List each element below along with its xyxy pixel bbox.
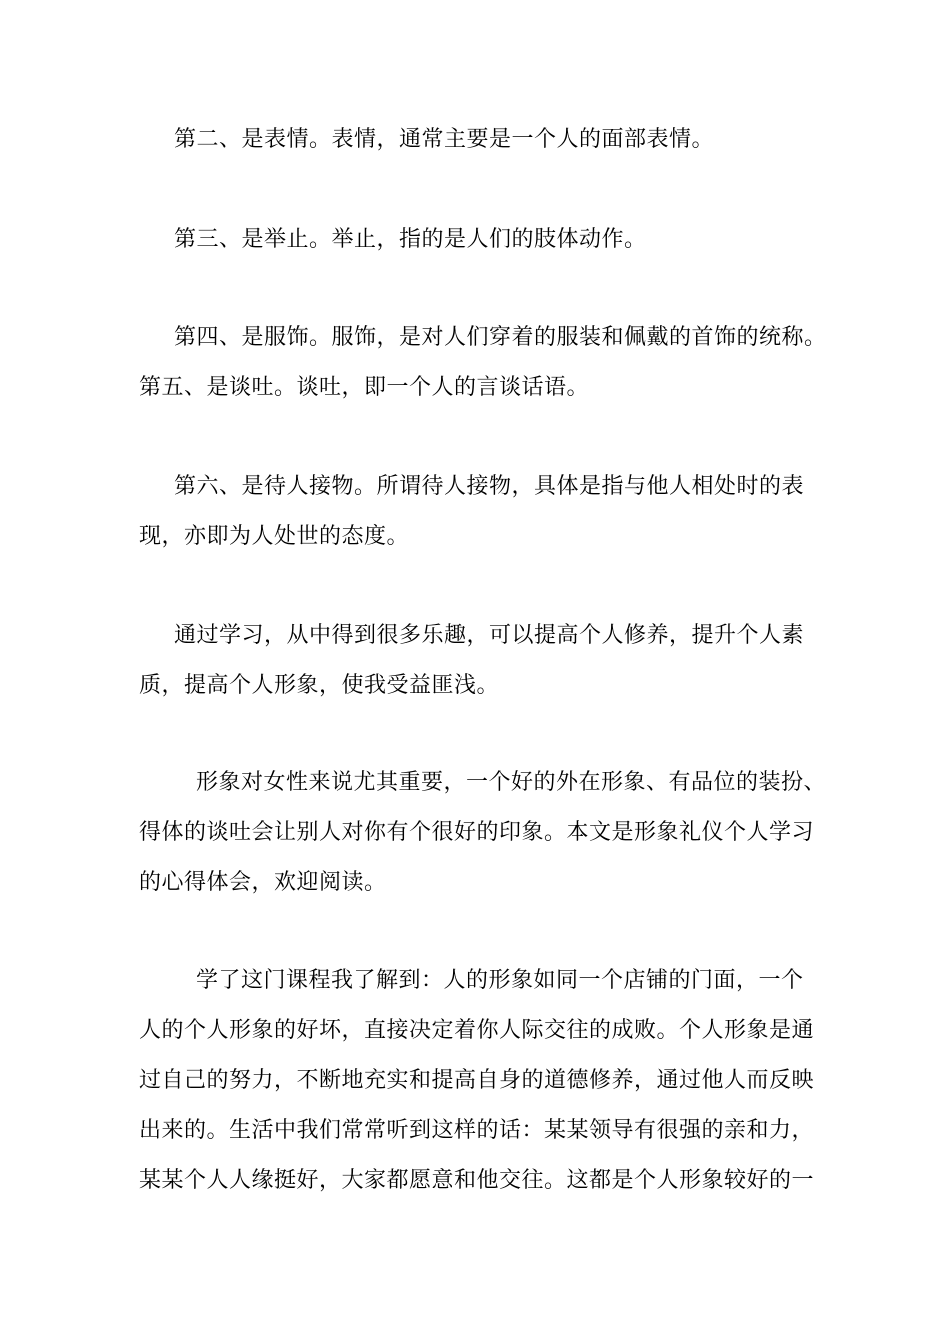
text-line: 过自己的努力，不断地充实和提高自身的道德修养，通过他人而反映 — [139, 1068, 815, 1093]
text-line: 的心得体会，欢迎阅读。 — [139, 870, 387, 895]
text-line: 通过学习，从中得到很多乐趣，可以提高个人修养，提升个人素 — [174, 623, 805, 648]
text-line: 第五、是谈吐。谈吐，即一个人的言谈话语。 — [139, 375, 590, 400]
text-line: 学了这门课程我了解到：人的形象如同一个店铺的门面，一个 — [196, 968, 804, 993]
text-line: 人的个人形象的好坏，直接决定着你人际交往的成败。个人形象是通 — [139, 1018, 815, 1043]
text-line: 现，亦即为人处世的态度。 — [139, 524, 410, 549]
text-line: 第六、是待人接物。所谓待人接物，具体是指与他人相处时的表 — [174, 474, 805, 499]
text-line: 某某个人人缘挺好，大家都愿意和他交往。这都是个人形象较好的一 — [139, 1168, 815, 1193]
text-line: 第二、是表情。表情，通常主要是一个人的面部表情。 — [174, 127, 715, 152]
text-line: 质，提高个人形象，使我受益匪浅。 — [139, 673, 500, 698]
text-line: 形象对女性来说尤其重要，一个好的外在形象、有品位的装扮、 — [196, 770, 827, 795]
text-line: 得体的谈吐会让别人对你有个很好的印象。本文是形象礼仪个人学习 — [139, 820, 815, 845]
text-line: 第四、是服饰。服饰，是对人们穿着的服装和佩戴的首饰的统称。 — [174, 325, 827, 350]
text-line: 出来的。生活中我们常常听到这样的话：某某领导有很强的亲和力， — [139, 1118, 815, 1143]
text-line: 第三、是举止。举止，指的是人们的肢体动作。 — [174, 227, 647, 252]
